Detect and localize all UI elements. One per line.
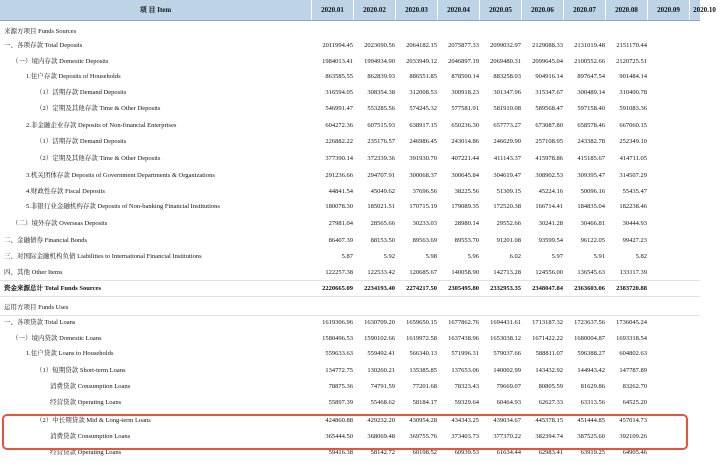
row-value: 439034.67 bbox=[493, 417, 521, 424]
row-value: 27981.04 bbox=[328, 220, 353, 227]
table-row bbox=[0, 265, 700, 281]
row-value: 83262.70 bbox=[622, 383, 647, 390]
row-value: 143432.92 bbox=[535, 367, 563, 374]
row-value: 407221.44 bbox=[451, 155, 479, 162]
row-value: 904916.14 bbox=[535, 73, 563, 80]
table-row bbox=[0, 38, 700, 53]
row-value: 122257.38 bbox=[325, 269, 353, 276]
row-value: 316594.05 bbox=[325, 89, 353, 96]
row-value: 2046897.19 bbox=[448, 58, 479, 65]
row-value: 300489.14 bbox=[577, 89, 605, 96]
row-value: 901484.14 bbox=[619, 73, 647, 80]
row-value: 235176.57 bbox=[367, 138, 395, 145]
row-label: 1.住户存款 Deposits of Households bbox=[26, 73, 121, 80]
row-value: 2129088.33 bbox=[532, 42, 563, 49]
row-value: 63313.56 bbox=[580, 399, 605, 406]
row-value: 546991.47 bbox=[325, 105, 353, 112]
row-value: 308902.53 bbox=[535, 172, 563, 179]
row-value: 312008.53 bbox=[409, 89, 437, 96]
row-value: 2332953.35 bbox=[490, 285, 521, 292]
row-value: 2348047.84 bbox=[532, 285, 563, 292]
row-value: 886551.85 bbox=[409, 73, 437, 80]
row-value: 61634.44 bbox=[496, 449, 521, 456]
row-value: 897647.54 bbox=[577, 73, 605, 80]
row-value: 179089.35 bbox=[451, 203, 479, 210]
row-value: 99427.23 bbox=[622, 237, 647, 244]
table-row bbox=[0, 233, 700, 248]
row-label: 3.机关团体存款 Deposits of Government Departments & Organizations bbox=[26, 172, 215, 179]
row-value: 559492.41 bbox=[367, 350, 395, 357]
row-value: 315347.67 bbox=[535, 89, 563, 96]
row-value: 591083.36 bbox=[619, 105, 647, 112]
row-value: 2069480.31 bbox=[490, 58, 521, 65]
row-value: 559633.63 bbox=[325, 350, 353, 357]
row-value: 1984013.41 bbox=[322, 58, 353, 65]
row-value: 5.82 bbox=[635, 253, 647, 260]
row-value: 170715.19 bbox=[409, 203, 437, 210]
row-value: 60198.52 bbox=[412, 449, 437, 456]
highlight-box bbox=[2, 414, 688, 450]
row-value: 142713.28 bbox=[493, 269, 521, 276]
row-value: 2305495.80 bbox=[448, 285, 479, 292]
row-value: 414711.05 bbox=[619, 155, 647, 162]
row-value: 2075877.33 bbox=[448, 42, 479, 49]
row-label: 5.非银行业金融机构存款 Deposits of Non-banking Financial Institutions bbox=[26, 203, 220, 210]
row-label: 三、对国际金融机构负债 Liabilities to International Financial Institutions bbox=[4, 253, 202, 260]
row-value: 79669.07 bbox=[496, 383, 521, 390]
header-month: 2020.06 bbox=[522, 0, 564, 20]
row-value: 86407.39 bbox=[328, 237, 353, 244]
row-value: 134772.75 bbox=[325, 367, 353, 374]
row-value: 373403.73 bbox=[451, 433, 479, 440]
row-value: 2383720.88 bbox=[616, 285, 647, 292]
row-value: 81629.86 bbox=[580, 383, 605, 390]
row-value: 133117.39 bbox=[619, 269, 647, 276]
table-row bbox=[0, 151, 700, 166]
row-value: 883258.03 bbox=[493, 73, 521, 80]
row-value: 314507.29 bbox=[619, 172, 647, 179]
row-value: 1619972.58 bbox=[406, 335, 437, 342]
table-row bbox=[0, 216, 700, 231]
row-value: 147787.89 bbox=[619, 367, 647, 374]
row-value: 581910.08 bbox=[493, 105, 521, 112]
row-value: 650236.30 bbox=[451, 122, 479, 129]
table-row bbox=[0, 184, 700, 199]
row-value: 5.98 bbox=[425, 253, 437, 260]
row-label: （一）境内存款 Domestic Deposits bbox=[12, 58, 109, 65]
table-row bbox=[0, 69, 700, 84]
row-value: 1723637.56 bbox=[574, 319, 605, 326]
row-value: 59416.38 bbox=[328, 449, 353, 456]
row-value: 607515.93 bbox=[367, 122, 395, 129]
row-value: 6.02 bbox=[509, 253, 521, 260]
row-value: 136545.63 bbox=[577, 269, 605, 276]
row-value: 1736045.24 bbox=[616, 319, 647, 326]
row-value: 415185.67 bbox=[577, 155, 605, 162]
row-value: 243014.86 bbox=[451, 138, 479, 145]
header-month: 2020.09 bbox=[648, 0, 690, 20]
row-value: 140002.99 bbox=[493, 367, 521, 374]
row-value: 30444.93 bbox=[622, 220, 647, 227]
row-value: 369755.76 bbox=[409, 433, 437, 440]
table-row bbox=[0, 331, 700, 346]
row-value: 392109.26 bbox=[619, 433, 647, 440]
row-value: 2011994.45 bbox=[322, 42, 353, 49]
row-value: 30241.28 bbox=[538, 220, 563, 227]
row-value: 863585.55 bbox=[325, 73, 353, 80]
row-value: 257108.95 bbox=[535, 138, 563, 145]
table-row bbox=[0, 134, 700, 149]
row-value: 2131019.48 bbox=[574, 42, 605, 49]
row-value: 300068.37 bbox=[409, 172, 437, 179]
row-value: 2151170.44 bbox=[616, 42, 647, 49]
row-value: 382394.74 bbox=[535, 433, 563, 440]
row-value: 74791.59 bbox=[370, 383, 395, 390]
header-month: 2020.05 bbox=[480, 0, 522, 20]
row-value: 577581.91 bbox=[451, 105, 479, 112]
row-label: 2.非金融企业存款 Deposits of Non-financial Enterprises bbox=[26, 122, 177, 129]
row-value: 429232.20 bbox=[367, 417, 395, 424]
row-label: （一）境内贷款 Domestic Loans bbox=[12, 335, 102, 342]
row-value: 63919.25 bbox=[580, 449, 605, 456]
table-row bbox=[0, 300, 700, 316]
row-value: 308354.38 bbox=[367, 89, 395, 96]
row-value: 1659650.15 bbox=[406, 319, 437, 326]
row-value: 2220665.09 bbox=[322, 285, 353, 292]
row-value: 1994934.90 bbox=[364, 58, 395, 65]
row-label: 经营贷款 Operating Loans bbox=[50, 399, 122, 406]
row-value: 579037.66 bbox=[493, 350, 521, 357]
row-value: 64905.46 bbox=[622, 449, 647, 456]
row-value: 597158.40 bbox=[577, 105, 605, 112]
row-value: 1693318.54 bbox=[616, 335, 647, 342]
row-value: 1590102.66 bbox=[364, 335, 395, 342]
row-value: 135385.85 bbox=[409, 367, 437, 374]
row-value: 638917.15 bbox=[409, 122, 437, 129]
row-value: 1694431.61 bbox=[490, 319, 521, 326]
row-label: 一、各项存款 Total Deposits bbox=[4, 42, 83, 49]
row-value: 365444.50 bbox=[325, 433, 353, 440]
row-label: （2）定期及其他存款 Time & Other Deposits bbox=[36, 105, 161, 112]
table-row bbox=[0, 346, 700, 361]
row-value: 77201.68 bbox=[412, 383, 437, 390]
row-value: 571996.31 bbox=[451, 350, 479, 357]
row-label: 4.财政性存款 Fiscal Deposits bbox=[26, 188, 105, 195]
row-value: 184835.04 bbox=[577, 203, 605, 210]
row-value: 28980.14 bbox=[454, 220, 479, 227]
row-value: 5.92 bbox=[383, 253, 395, 260]
table-row bbox=[0, 85, 700, 100]
row-value: 445378.15 bbox=[535, 417, 563, 424]
row-value: 604802.63 bbox=[619, 350, 647, 357]
row-value: 59329.64 bbox=[454, 399, 479, 406]
row-value: 391930.70 bbox=[409, 155, 437, 162]
row-value: 226882.22 bbox=[325, 138, 353, 145]
row-value: 1580496.53 bbox=[322, 335, 353, 342]
row-value: 55435.47 bbox=[622, 188, 647, 195]
row-value: 246629.90 bbox=[493, 138, 521, 145]
row-value: 2234193.40 bbox=[364, 285, 395, 292]
row-value: 2099032.97 bbox=[490, 42, 521, 49]
row-value: 1680004.87 bbox=[574, 335, 605, 342]
header-month: 2020.07 bbox=[564, 0, 606, 20]
row-value: 5.96 bbox=[467, 253, 479, 260]
row-value: 62627.33 bbox=[538, 399, 563, 406]
row-value: 2274217.50 bbox=[406, 285, 437, 292]
row-value: 88153.50 bbox=[370, 237, 395, 244]
row-value: 80805.59 bbox=[538, 383, 563, 390]
row-label: （1）短期贷款 Short-term Loans bbox=[36, 367, 126, 374]
row-label: 来源方项目 Funds Sources bbox=[4, 28, 77, 35]
row-value: 252349.10 bbox=[619, 138, 647, 145]
row-value: 1630709.20 bbox=[364, 319, 395, 326]
row-value: 55468.62 bbox=[370, 399, 395, 406]
row-value: 1671422.22 bbox=[532, 335, 563, 342]
table-row bbox=[0, 379, 700, 394]
row-value: 58142.72 bbox=[370, 449, 395, 456]
table-row bbox=[0, 315, 700, 330]
header-month: 2020.10 bbox=[690, 0, 720, 20]
row-value: 862839.93 bbox=[367, 73, 395, 80]
header-month: 2020.08 bbox=[606, 0, 648, 20]
row-value: 38225.56 bbox=[454, 188, 479, 195]
row-value: 45049.62 bbox=[370, 188, 395, 195]
row-value: 604272.36 bbox=[325, 122, 353, 129]
row-value: 89563.69 bbox=[412, 237, 437, 244]
row-value: 91201.08 bbox=[496, 237, 521, 244]
row-value: 2120725.51 bbox=[616, 58, 647, 65]
row-label: （2）中长期贷款 Mid & Long-term Loans bbox=[36, 417, 151, 424]
row-value: 291236.66 bbox=[325, 172, 353, 179]
row-value: 1619306.96 bbox=[322, 319, 353, 326]
row-value: 574245.32 bbox=[409, 105, 437, 112]
row-value: 44841.54 bbox=[328, 188, 353, 195]
row-value: 377370.22 bbox=[493, 433, 521, 440]
row-value: 301347.96 bbox=[493, 89, 521, 96]
table-row bbox=[0, 249, 700, 264]
row-value: 566340.13 bbox=[409, 350, 437, 357]
table-row bbox=[0, 395, 700, 410]
row-value: 2023690.56 bbox=[364, 42, 395, 49]
row-value: 304619.47 bbox=[493, 172, 521, 179]
row-value: 124556.00 bbox=[535, 269, 563, 276]
row-value: 64525.20 bbox=[622, 399, 647, 406]
row-value: 55897.39 bbox=[328, 399, 353, 406]
row-label: 消费贷款 Consumption Loans bbox=[50, 433, 131, 440]
row-value: 51309.15 bbox=[496, 188, 521, 195]
row-value: 457014.73 bbox=[619, 417, 647, 424]
row-label: （1）活期存款 Demand Deposits bbox=[36, 138, 127, 145]
row-value: 657773.27 bbox=[493, 122, 521, 129]
row-value: 140058.90 bbox=[451, 269, 479, 276]
header-item-column: 项 目 Item bbox=[0, 0, 312, 20]
row-value: 78323.43 bbox=[454, 383, 479, 390]
row-value: 1653038.12 bbox=[490, 335, 521, 342]
row-value: 89553.70 bbox=[454, 237, 479, 244]
row-value: 45224.16 bbox=[538, 188, 563, 195]
row-value: 300645.84 bbox=[451, 172, 479, 179]
row-label: 资金来源总计 Total Funds Sources bbox=[4, 285, 101, 292]
table-header bbox=[0, 0, 716, 21]
row-value: 78875.36 bbox=[328, 383, 353, 390]
table-row bbox=[0, 118, 700, 133]
row-label: （二）境外存款 Overseas Deposits bbox=[12, 220, 108, 227]
row-value: 673087.80 bbox=[535, 122, 563, 129]
row-value: 2064182.15 bbox=[406, 42, 437, 49]
table-row bbox=[0, 281, 700, 297]
row-value: 434343.25 bbox=[451, 417, 479, 424]
row-value: 180078.30 bbox=[325, 203, 353, 210]
row-label: 消费贷款 Consumption Loans bbox=[50, 383, 131, 390]
row-value: 28565.66 bbox=[370, 220, 395, 227]
row-value: 451444.85 bbox=[577, 417, 605, 424]
row-value: 50096.16 bbox=[580, 188, 605, 195]
row-value: 243382.78 bbox=[577, 138, 605, 145]
row-value: 185021.51 bbox=[367, 203, 395, 210]
row-value: 137653.06 bbox=[451, 367, 479, 374]
header-month: 2020.03 bbox=[396, 0, 438, 20]
row-value: 93599.54 bbox=[538, 237, 563, 244]
row-value: 120685.67 bbox=[409, 269, 437, 276]
table-row bbox=[0, 24, 700, 39]
row-value: 553285.56 bbox=[367, 105, 395, 112]
row-label: 1.住户贷款 Loans to Households bbox=[26, 350, 114, 357]
row-value: 430954.28 bbox=[409, 417, 437, 424]
row-label: （2）定期及其他存款 Time & Other Deposits bbox=[36, 155, 161, 162]
row-value: 2363603.06 bbox=[574, 285, 605, 292]
row-label: 运用方项目 Funds Uses bbox=[4, 304, 69, 311]
row-value: 29552.66 bbox=[496, 220, 521, 227]
header-month: 2020.04 bbox=[438, 0, 480, 20]
row-value: 144943.42 bbox=[577, 367, 605, 374]
row-value: 5.87 bbox=[341, 253, 353, 260]
table-row bbox=[0, 199, 700, 214]
row-value: 596388.27 bbox=[577, 350, 605, 357]
row-value: 172520.38 bbox=[493, 203, 521, 210]
table-row bbox=[0, 101, 700, 116]
row-value: 310400.78 bbox=[619, 89, 647, 96]
row-value: 130260.21 bbox=[367, 367, 395, 374]
row-value: 667060.15 bbox=[619, 122, 647, 129]
row-value: 96122.05 bbox=[580, 237, 605, 244]
row-value: 1637438.96 bbox=[448, 335, 479, 342]
row-value: 294707.91 bbox=[367, 172, 395, 179]
row-value: 2033949.12 bbox=[406, 58, 437, 65]
row-label: 一、各项贷款 Total Loans bbox=[4, 319, 76, 326]
row-value: 309395.47 bbox=[577, 172, 605, 179]
table-row bbox=[0, 54, 700, 69]
row-value: 30233.03 bbox=[412, 220, 437, 227]
row-label: 四、其他 Other Items bbox=[4, 269, 63, 276]
row-value: 37696.56 bbox=[412, 188, 437, 195]
row-value: 1713187.32 bbox=[532, 319, 563, 326]
row-label: 经营贷款 Operating Loans bbox=[50, 449, 122, 456]
row-value: 411143.37 bbox=[493, 155, 521, 162]
row-value: 2099645.04 bbox=[532, 58, 563, 65]
row-value: 658578.46 bbox=[577, 122, 605, 129]
table-row bbox=[0, 168, 700, 183]
row-value: 377390.14 bbox=[325, 155, 353, 162]
row-value: 62983.41 bbox=[538, 449, 563, 456]
table-row bbox=[0, 363, 700, 378]
row-value: 1677862.76 bbox=[448, 319, 479, 326]
row-value: 589568.47 bbox=[535, 105, 563, 112]
header-month: 2020.02 bbox=[354, 0, 396, 20]
row-value: 60464.93 bbox=[496, 399, 521, 406]
row-value: 166714.41 bbox=[535, 203, 563, 210]
row-value: 30466.81 bbox=[580, 220, 605, 227]
row-value: 372339.36 bbox=[367, 155, 395, 162]
row-value: 878500.14 bbox=[451, 73, 479, 80]
row-value: 424860.88 bbox=[325, 417, 353, 424]
row-label: （1）活期存款 Demand Deposits bbox=[36, 89, 127, 96]
row-value: 300918.23 bbox=[451, 89, 479, 96]
row-value: 58184.17 bbox=[412, 399, 437, 406]
row-value: 368069.48 bbox=[367, 433, 395, 440]
header-month: 2020.01 bbox=[312, 0, 354, 20]
row-value: 387525.60 bbox=[577, 433, 605, 440]
row-value: 182238.46 bbox=[619, 203, 647, 210]
row-value: 2100552.66 bbox=[574, 58, 605, 65]
row-value: 5.91 bbox=[593, 253, 605, 260]
row-value: 60939.53 bbox=[454, 449, 479, 456]
row-value: 122533.42 bbox=[367, 269, 395, 276]
row-value: 246986.45 bbox=[409, 138, 437, 145]
row-value: 415978.86 bbox=[535, 155, 563, 162]
row-value: 588811.07 bbox=[535, 350, 563, 357]
row-label: 二、金融债券 Financial Bonds bbox=[4, 237, 88, 244]
row-value: 5.97 bbox=[551, 253, 563, 260]
